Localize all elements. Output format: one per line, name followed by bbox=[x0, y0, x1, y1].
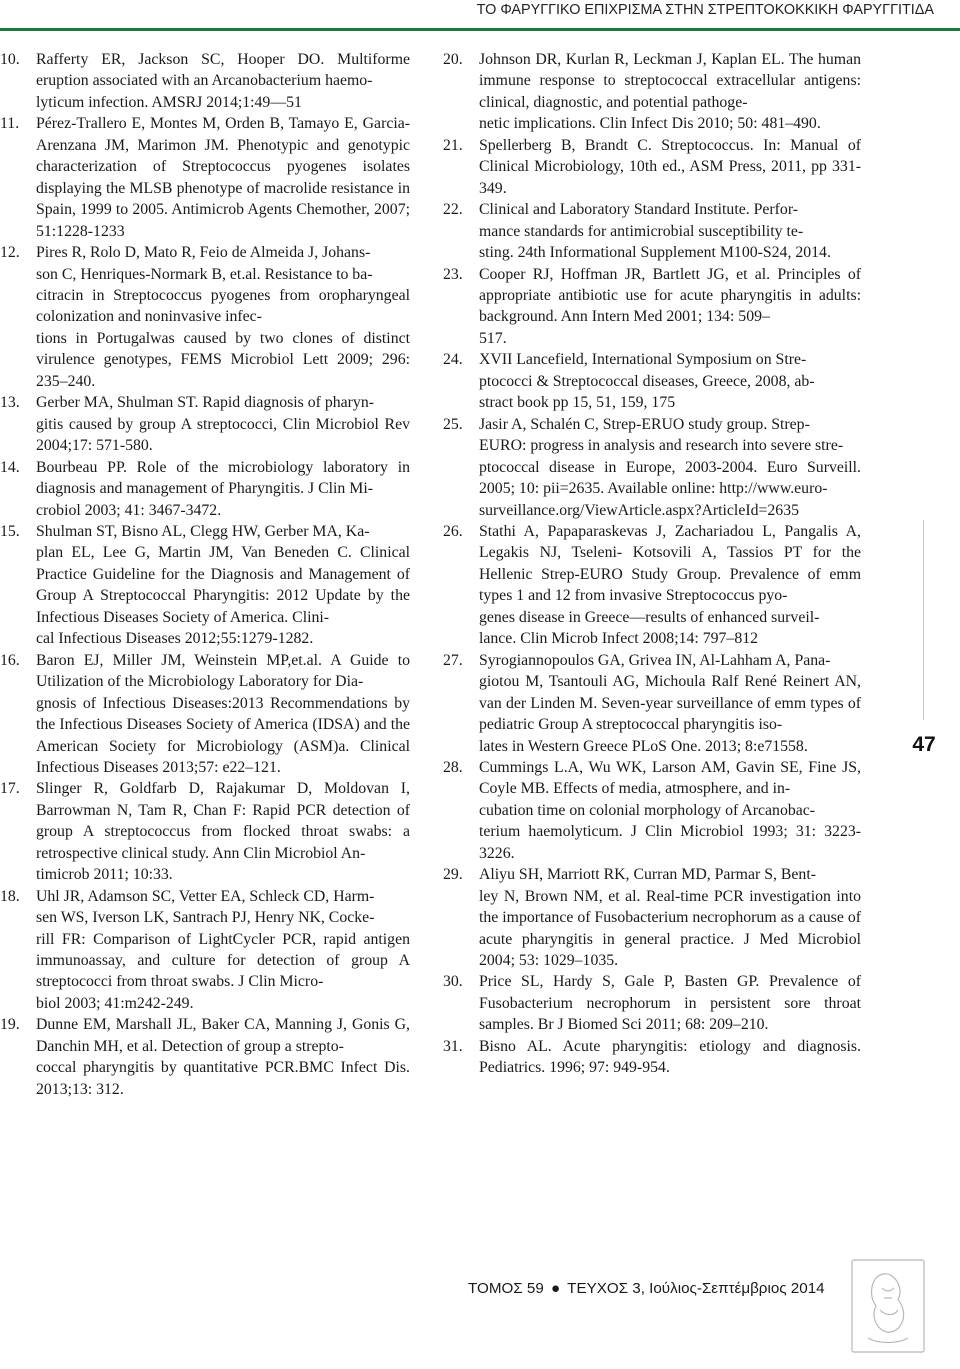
footer-bullet: ● bbox=[551, 1280, 561, 1297]
reference-item bbox=[443, 650, 861, 757]
reference-item bbox=[443, 1036, 861, 1079]
reference-number: 26. bbox=[443, 522, 463, 540]
reference-number: 13. bbox=[0, 394, 20, 412]
reference-text: Dunne EM, Marshall JL, Baker CA, Manning J, Gonis G, Danchin MH, et al. Detection of group a strepto- coccal pharyngitis by quantitative PCR.BMC Infect Dis. 2013;13: 312. bbox=[36, 1016, 410, 1098]
references-right-column bbox=[443, 49, 861, 1079]
reference-number: 14. bbox=[0, 458, 20, 476]
reference-text: Jasir A, Schalén C, Strep-ERUO study group. Strep- EURO: progress in analysis and research into severe stre- ptococcal disease in Europe, 2003-2004. Euro Surveill. 2005; 10: pii=2635. Available online: http://www.euro- surveillance.org/ViewArticle.aspx?ArticleId=2635 bbox=[479, 415, 861, 519]
reference-item bbox=[0, 392, 410, 456]
reference-text: Uhl JR, Adamson SC, Vetter EA, Schleck CD, Harm- sen WS, Iverson LK, Santrach PJ, Henry NK, Cocke- rill FR: Comparison of LightCycler PCR, rapid antigen immunoassay, and culture for detection of group A streptococci from throat swabs. J Clin Micro- biol 2003; 41:m242-249. bbox=[36, 887, 410, 1012]
page-number: 47 bbox=[912, 733, 936, 756]
reference-text: Cooper RJ, Hoffman JR, Bartlett JG, et al. Principles of appropriate antibiotic use for acute pharyngitis in adults: background. Ann Intern Med 2001; 134: 509– 517. bbox=[479, 265, 861, 347]
reference-number: 10. bbox=[0, 51, 20, 68]
reference-number: 20. bbox=[443, 51, 463, 68]
reference-text: XVII Lancefield, International Symposium on Stre- ptococci & Streptococcal diseases, Greece, 2008, ab- stract book pp 15, 51, 159, 175 bbox=[479, 351, 815, 412]
reference-item bbox=[0, 457, 410, 521]
reference-item bbox=[443, 49, 861, 135]
reference-item bbox=[443, 135, 861, 199]
reference-number: 21. bbox=[443, 136, 463, 154]
reference-text: Shulman ST, Bisno AL, Clegg HW, Gerber MA, Ka- plan EL, Lee G, Martin JM, Van Beneden C. Clinical Practice Guideline for the Diagnosis and Management of Group A Streptococcal Pharyngitis: 2012 Update by the Infectious Diseases Society of America. Clini- cal Infectious Diseases 2012;55:1279-1282. bbox=[36, 522, 410, 648]
reference-item bbox=[443, 864, 861, 971]
reference-item bbox=[0, 242, 410, 392]
reference-item bbox=[0, 650, 410, 779]
reference-number: 31. bbox=[443, 1037, 463, 1055]
reference-text: Pires R, Rolo D, Mato R, Feio de Almeida J, Johans- son C, Henriques-Normark B, et.al. Resistance to ba- citracin in Streptococcus pyogenes from oropharyngeal colonization and noninvasive infec- tions in Portugalwas caused by two clones of distinct virulence genotypes, FEMS Microbiol Lett 2009; 296: 235–240. bbox=[36, 244, 410, 390]
journal-emblem-icon bbox=[846, 1258, 930, 1356]
reference-number: 29. bbox=[443, 866, 463, 884]
reference-number: 19. bbox=[0, 1016, 20, 1034]
reference-item bbox=[0, 778, 410, 885]
reference-item bbox=[0, 49, 410, 113]
reference-number: 18. bbox=[0, 887, 20, 905]
reference-text: Bourbeau PP. Role of the microbiology laboratory in diagnosis and management of Pharyngitis. J Clin Mi- crobiol 2003; 41: 3467-3472. bbox=[36, 458, 410, 519]
footer-issue-line bbox=[468, 1280, 825, 1297]
footer-volume: ΤΟΜΟΣ 59 bbox=[468, 1280, 544, 1297]
reference-item bbox=[0, 1014, 410, 1100]
footer-issue: ΤΕΥΧΟΣ 3, Ιούλιος-Σεπτέμβριος 2014 bbox=[567, 1280, 825, 1297]
reference-text: Clinical and Laboratory Standard Institute. Perfor- mance standards for antimicrobial susceptibility te- sting. 24th Informational Supplement M100-S24, 2014. bbox=[479, 201, 831, 262]
reference-item bbox=[443, 757, 861, 864]
reference-item bbox=[0, 521, 410, 650]
references-left-column bbox=[0, 49, 410, 1100]
reference-item bbox=[443, 199, 861, 263]
reference-text: Price SL, Hardy S, Gale P, Basten GP. Prevalence of Fusobacterium necrophorum in persistent sore throat samples. Br J Biomed Sci 2011; 68: 209–210. bbox=[479, 973, 861, 1034]
header-rule bbox=[0, 28, 960, 31]
reference-number: 24. bbox=[443, 351, 463, 369]
reference-number: 25. bbox=[443, 415, 463, 433]
reference-number: 22. bbox=[443, 201, 463, 219]
reference-item bbox=[443, 349, 861, 413]
reference-number: 27. bbox=[443, 651, 463, 669]
reference-number: 12. bbox=[0, 244, 20, 262]
reference-item bbox=[0, 113, 410, 242]
reference-number: 17. bbox=[0, 780, 20, 798]
reference-number: 15. bbox=[0, 522, 20, 540]
reference-number: 28. bbox=[443, 758, 463, 776]
reference-number: 16. bbox=[0, 651, 20, 669]
reference-text: Pérez-Trallero E, Montes M, Orden B, Tamayo E, Garcia-Arenzana JM, Marimon JM. Phenotypic and genotypic characterization of Streptococcus pyogenes isolates displaying the MLSB phenotype of macrolide resistance in Spain, 1999 to 2005. Antimicrob Agents Chemother, 2007; 51:1228-1233 bbox=[36, 115, 410, 240]
reference-text: Gerber MA, Shulman ST. Rapid diagnosis of pharyn- gitis caused by group A streptococci, Clin Microbiol Rev 2004;17: 571-580. bbox=[36, 394, 410, 455]
reference-text: Slinger R, Goldfarb D, Rajakumar D, Moldovan I, Barrowman N, Tam R, Chan F: Rapid PCR detection of group A streptococcus from flocked throat swabs: a retrospective clinical study. Ann Clin Microbiol An- timicrob 2011; 10:33. bbox=[36, 780, 410, 884]
reference-item bbox=[443, 264, 861, 350]
reference-item bbox=[443, 414, 861, 521]
reference-text: Johnson DR, Kurlan R, Leckman J, Kaplan EL. The human immune response to streptococcal extracellular antigens: clinical, diagnostic, and potential pathoge- netic implications. Clin Infect Dis 2010; 50: 481–490. bbox=[479, 51, 861, 133]
reference-text: Stathi A, Papaparaskevas J, Zachariadou L, Pangalis A, Legakis NJ, Tseleni- Kotsovili A, Tassios PT for the Hellenic Strep-EURO Study Group. Prevalence of emm types 1 and 12 from invasive Streptococcus pyo- genes disease in Greece—results of enhanced surveil- lance. Clin Microb Infect 2008;14: 797–812 bbox=[479, 522, 861, 648]
reference-text: Cummings L.A, Wu WK, Larson AM, Gavin SE, Fine JS, Coyle MB. Effects of media, atmosphere, and in- cubation time on colonial morphology of Arcanobac- terium haemolyticum. J Clin Microbiol 1993; 31: 3223-3226. bbox=[479, 758, 861, 862]
running-head: ΤΟ ΦΑΡΥΓΓΙΚΟ ΕΠΙΧΡΙΣΜΑ ΣΤΗΝ ΣΤΡΕΠΤΟΚΟΚΚΙΚΗ ΦΑΡΥΓΓΙΤΙΔΑ bbox=[476, 2, 934, 18]
reference-number: 11. bbox=[0, 115, 20, 133]
reference-text: Syrogiannopoulos GA, Grivea IN, Al-Lahham A, Pana- giotou M, Tsantouli AG, Michoula Ralf René Reinert AN, van der Linden M. Seven-year surveillance of emm types of pediatric Group A streptococcal pharyngitis iso- lates in Western Greece PLoS One. 2013; 8:e71558. bbox=[479, 651, 861, 755]
reference-number: 30. bbox=[443, 973, 463, 991]
reference-item bbox=[0, 886, 410, 1015]
reference-number: 23. bbox=[443, 265, 463, 283]
reference-text: Spellerberg B, Brandt C. Streptococcus. In: Manual of Clinical Microbiology, 10th ed., ASM Press, 2011, pp 331-349. bbox=[479, 136, 861, 197]
side-rule bbox=[923, 520, 924, 720]
reference-text: Rafferty ER, Jackson SC, Hooper DO. Multiforme eruption associated with an Arcanobacterium haemo- lyticum infection. AMSRJ 2014;1:49—51 bbox=[36, 51, 410, 111]
reference-item bbox=[443, 521, 861, 650]
reference-text: Bisno AL. Acute pharyngitis: etiology and diagnosis. Pediatrics. 1996; 97: 949-954. bbox=[479, 1037, 861, 1077]
reference-item bbox=[443, 971, 861, 1035]
reference-text: Aliyu SH, Marriott RK, Curran MD, Parmar S, Bent- ley N, Brown NM, et al. Real-time PCR investigation into the importance of Fusobacterium necrophorum as a cause of acute pharyngitis in general practice. J Med Microbiol 2004; 53: 1029–1035. bbox=[479, 866, 861, 970]
reference-text: Baron EJ, Miller JM, Weinstein MP,et.al. A Guide to Utilization of the Microbiology Laboratory for Dia- gnosis of Infectious Diseases:2013 Recommendations by the Infectious Diseases Society of America (IDSA) and the American Society for Microbiology (ASM)a. Clinical Infectious Diseases 2013;57: e22–121. bbox=[36, 651, 410, 776]
